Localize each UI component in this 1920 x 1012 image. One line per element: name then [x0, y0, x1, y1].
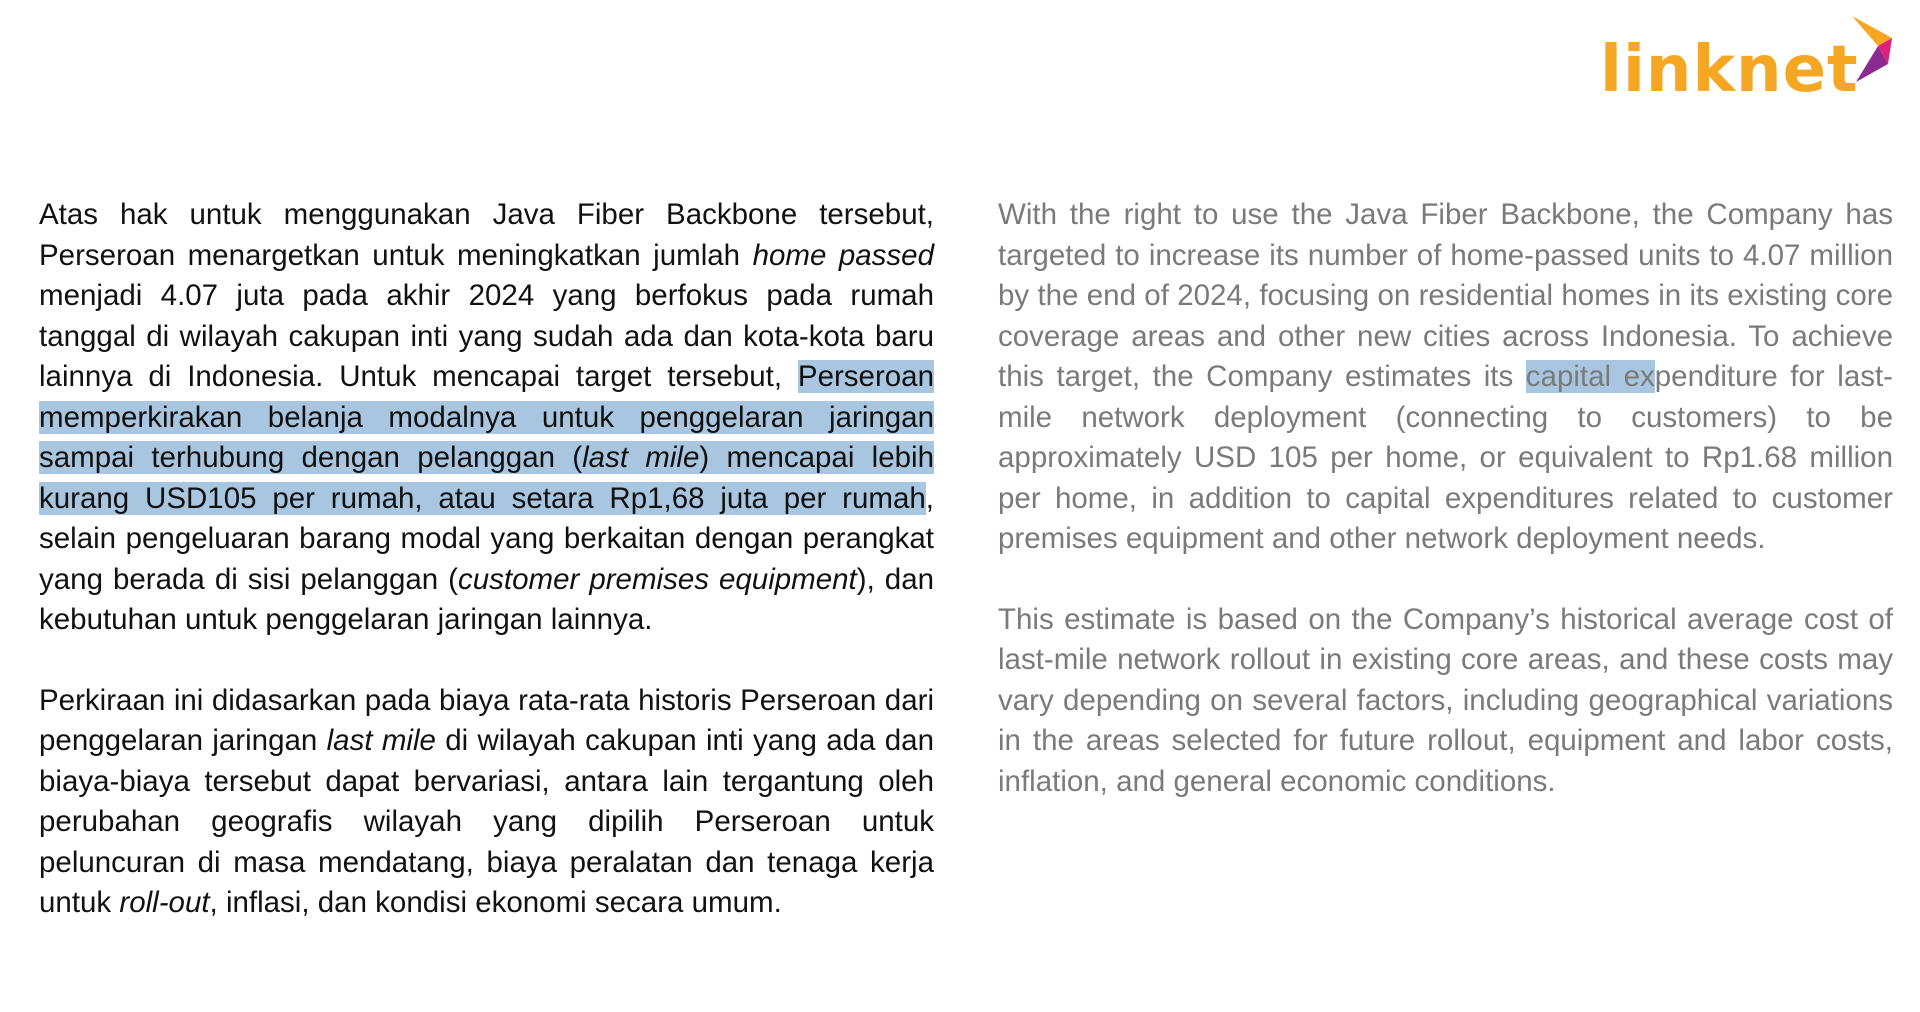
indonesian-column	[39, 195, 934, 964]
text-selection-highlight[interactable]: Perseroan memperkirakan belanja modalnya untuk penggelaran jaringan sampai terhubung dengan pelanggan (last mile) mencapai lebih kurang USD105 per rumah, atau setara Rp1,68 juta per rumah	[39, 360, 934, 515]
paragraph-2-id: Perkiraan ini didasarkan pada biaya rata-rata historis Perseroan dari penggelaran jaringan last mile di wilayah cakupan inti yang ada dan biaya-biaya tersebut dapat bervariasi, antara lain tergantung oleh perubahan geografis wilayah yang dipilih Perseroan untuk peluncuran di masa mendatang, biaya peralatan dan tenaga kerja untuk roll-out, inflasi, dan kondisi ekonomi secara umum.	[39, 683, 934, 919]
logo-arrow-icon	[1848, 16, 1896, 86]
english-column	[998, 195, 1893, 842]
linknet-logo	[1600, 14, 1900, 126]
paragraph-1-id: Atas hak untuk menggunakan Java Fiber Backbone tersebut, Perseroan menargetkan untuk meningkatkan jumlah home passed menjadi 4.07 juta pada akhir 2024 yang berfokus pada rumah tanggal di wilayah cakupan inti yang sudah ada dan kota-kota baru lainnya di Indonesia. Untuk mencapai target tersebut, Perseroan memperkirakan belanja modalnya untuk penggelaran jaringan sampai terhubung dengan pelanggan (last mile) mencapai lebih kurang USD105 per rumah, atau setara Rp1,68 juta per rumah, selain pengeluaran barang modal yang berkaitan dengan perangkat yang berada di sisi pelanggan (customer premises equipment), dan kebutuhan untuk penggelaran jaringan lainnya.	[39, 198, 935, 636]
text-selection-highlight[interactable]: capital ex	[1525, 360, 1655, 393]
logo-wordmark: linknet	[1600, 33, 1859, 107]
paragraph-1-en: With the right to use the Java Fiber Backbone, the Company has targeted to increase its number of home-passed units to 4.07 million by the end of 2024, focusing on residential homes in its existing core coverage areas and other new cities across Indonesia. To achieve this target, the Company estimates its capital expenditure for last-mile network deployment (connecting to customers) to be approximately USD 105 per home, or equivalent to Rp1.68 million per home, in addition to capital expenditures related to customer premises equipment and other network deployment needs.	[998, 198, 1893, 555]
paragraph-2-en: This estimate is based on the Company’s historical average cost of last-mile network rollout in existing core areas, and these costs may vary depending on several factors, including geographical variations in the areas selected for future rollout, equipment and labor costs, inflation, and general economic conditions.	[998, 602, 1893, 798]
